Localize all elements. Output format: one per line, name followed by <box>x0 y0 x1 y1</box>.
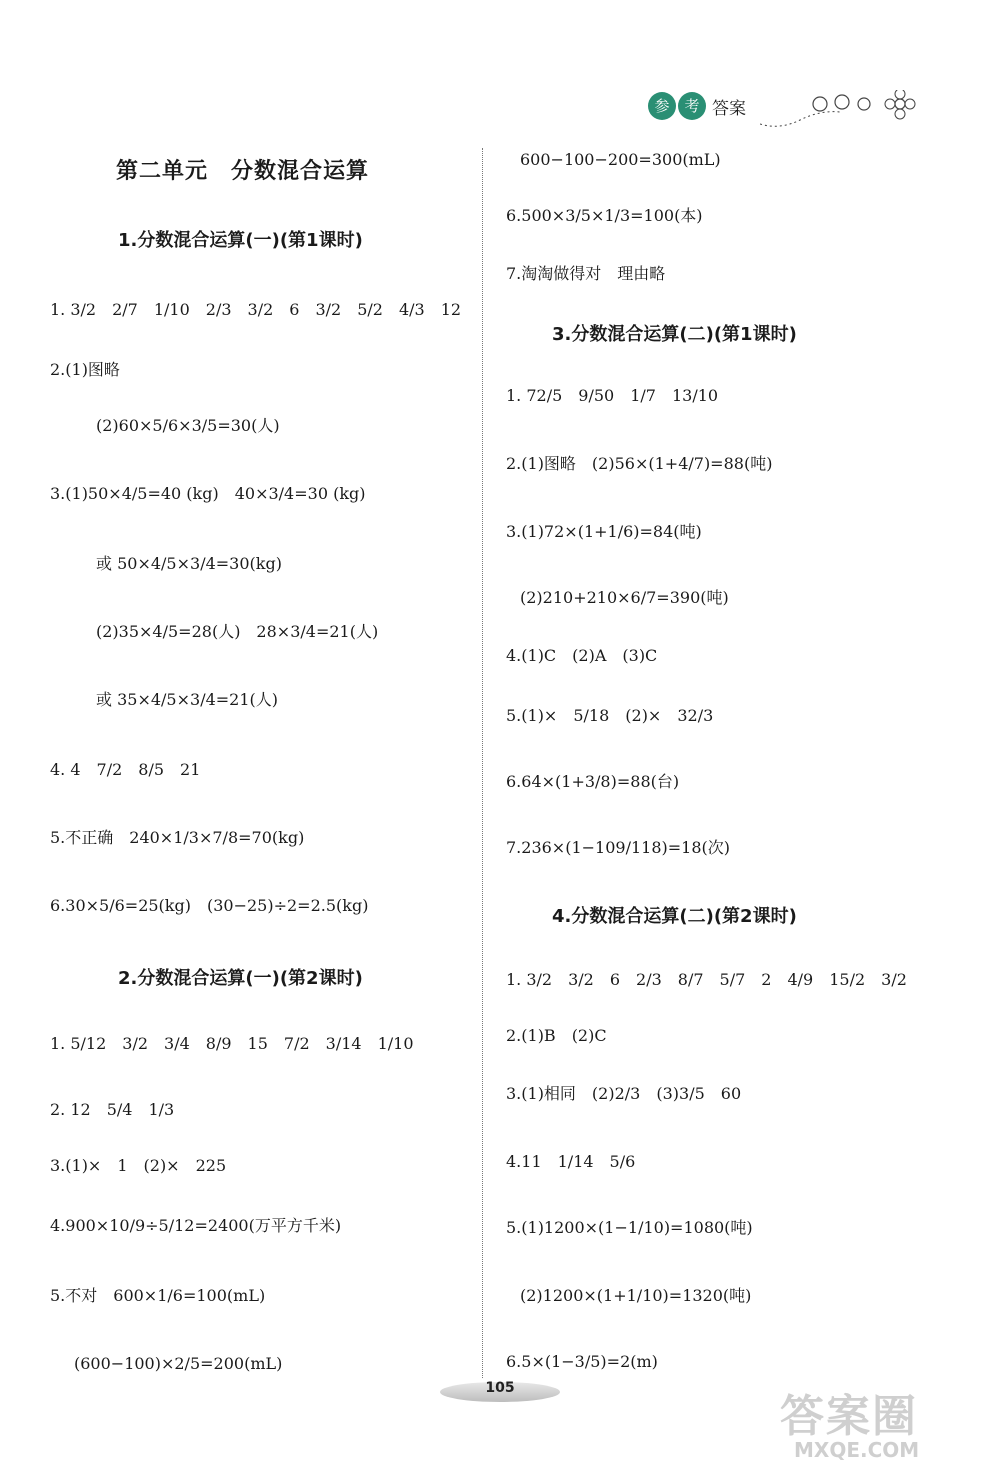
answer-line: 2.(1)图略 (2)56×(1+4/7)=88(吨) <box>506 454 773 473</box>
answer-line: 3.(1)× 1 (2)× 225 <box>50 1156 227 1175</box>
section-title: 2.分数混合运算(一)(第2课时) <box>118 968 363 989</box>
column-divider <box>482 148 483 1378</box>
answer-line: (2)1200×(1+1/10)=1320(吨) <box>520 1286 752 1305</box>
answer-line: 5.不对 600×1/6=100(mL) <box>50 1286 266 1305</box>
answer-line: 或 35×4/5×3/4=21(人) <box>96 690 279 709</box>
answer-line: 1. 3/2 3/2 6 2/3 8/7 5/7 2 4/9 15/2 3/2 <box>506 970 907 989</box>
answer-line: 7.236×(1−109/118)=18(次) <box>506 838 731 857</box>
answer-header-badge <box>648 92 746 120</box>
watermark <box>780 1380 919 1462</box>
answer-line: 3.(1)50×4/5=40 (kg) 40×3/4=30 (kg) <box>50 484 366 503</box>
answer-line: 4.11 1/14 5/6 <box>506 1152 636 1171</box>
section-title: 1.分数混合运算(一)(第1课时) <box>118 230 363 251</box>
answer-line: (2)210+210×6/7=390(吨) <box>520 588 729 607</box>
answer-line: (2)35×4/5=28(人) 28×3/4=21(人) <box>96 622 379 641</box>
answer-line: 6.5×(1−3/5)=2(m) <box>506 1352 658 1371</box>
answer-line: 5.(1)1200×(1−1/10)=1080(吨) <box>506 1218 753 1237</box>
answer-line: 6.64×(1+3/8)=88(台) <box>506 772 680 791</box>
answer-line: 2.(1)B (2)C <box>506 1026 607 1045</box>
answer-line: 或 50×4/5×3/4=30(kg) <box>96 554 282 573</box>
answer-line: 1. 72/5 9/50 1/7 13/10 <box>506 386 719 405</box>
answer-line: 4.900×10/9÷5/12=2400(万平方千米) <box>50 1216 342 1235</box>
page-number <box>440 1376 560 1406</box>
answer-line: (2)60×5/6×3/5=30(人) <box>96 416 280 435</box>
unit-title: 第二单元 分数混合运算 <box>116 159 370 184</box>
badge-char-1: 参 <box>648 92 676 120</box>
flower-decoration-icon <box>760 90 920 134</box>
badge-char-2: 考 <box>678 92 706 120</box>
answer-line: 2.(1)图略 <box>50 360 120 379</box>
answer-line: 3.(1)相同 (2)2/3 (3)3/5 60 <box>506 1084 742 1103</box>
answer-line: 2. 12 5/4 1/3 <box>50 1100 175 1119</box>
section-title: 4.分数混合运算(二)(第2课时) <box>552 906 797 927</box>
answer-line: 1. 5/12 3/2 3/4 8/9 15 7/2 3/14 1/10 <box>50 1034 414 1053</box>
section-title: 3.分数混合运算(二)(第1课时) <box>552 324 797 345</box>
answer-line: 4. 4 7/2 8/5 21 <box>50 760 201 779</box>
page-number-text: 105 <box>485 1380 515 1396</box>
answer-line: 5.不正确 240×1/3×7/8=70(kg) <box>50 828 305 847</box>
answer-line: (600−100)×2/5=200(mL) <box>74 1354 283 1373</box>
watermark-url: MXQE.COM <box>794 1438 920 1462</box>
answer-line: 3.(1)72×(1+1/6)=84(吨) <box>506 522 702 541</box>
answer-line: 5.(1)× 5/18 (2)× 32/3 <box>506 706 714 725</box>
answer-line: 4.(1)C (2)A (3)C <box>506 646 658 665</box>
answer-line: 6.30×5/6=25(kg) (30−25)÷2=2.5(kg) <box>50 896 369 915</box>
answer-line: 600−100−200=300(mL) <box>520 150 721 169</box>
answer-line: 1. 3/2 2/7 1/10 2/3 3/2 6 3/2 5/2 4/3 12 <box>50 300 462 319</box>
watermark-logo-text: 答案圈 <box>780 1391 918 1442</box>
badge-label: 答案 <box>712 99 746 119</box>
answer-line: 7.淘淘做得对 理由略 <box>506 264 666 283</box>
answer-line: 6.500×3/5×1/3=100(本) <box>506 206 703 225</box>
